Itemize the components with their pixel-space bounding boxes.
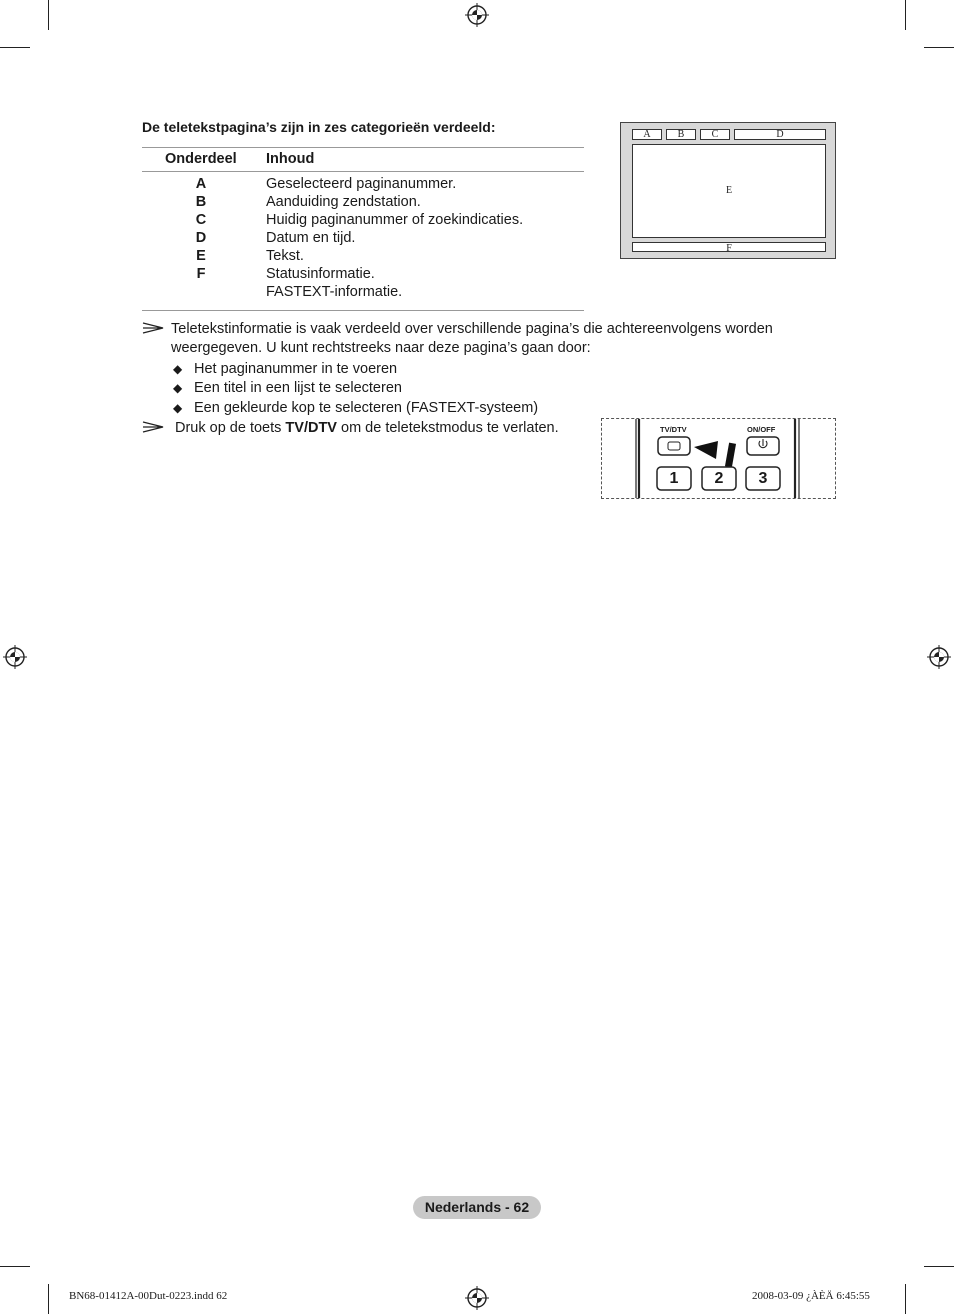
bullet-diamond-icon: ◆ xyxy=(173,381,183,395)
row-description: Statusinformatie. xyxy=(266,266,375,282)
note-text: weergegeven. U kunt rechtstreeks naar deze pagina’s gaan door: xyxy=(171,340,591,356)
table-header-rule xyxy=(142,171,584,172)
row-key: E xyxy=(196,248,206,264)
crop-mark xyxy=(48,1284,49,1314)
screen-field-a: A xyxy=(632,129,662,140)
registration-mark-icon xyxy=(465,1286,489,1310)
table-top-rule xyxy=(142,147,584,148)
screen-field-e: E xyxy=(632,144,826,238)
crop-mark xyxy=(0,47,30,48)
row-key: F xyxy=(196,266,206,282)
note-text-pre: Druk op de toets xyxy=(175,420,286,436)
note-text-post: om de teletekstmodus te verlaten. xyxy=(336,420,559,436)
registration-mark-icon xyxy=(465,3,489,27)
registration-mark-icon xyxy=(927,645,951,669)
key-3-label: 3 xyxy=(758,470,768,487)
key-2-label: 2 xyxy=(714,470,724,487)
row-description: Datum en tijd. xyxy=(266,230,356,246)
row-description: FASTEXT-informatie. xyxy=(266,284,403,300)
note-key-name: TV/DTV xyxy=(285,420,337,436)
bullet-item: Een titel in een lijst te selecteren xyxy=(194,380,402,396)
remote-control-illustration xyxy=(601,418,836,499)
table-header-content: Inhoud xyxy=(266,151,315,167)
key-1-label: 1 xyxy=(669,470,679,487)
print-slug-right: 2008-03-09 ¿ÀÈÄ 6:45:55 xyxy=(752,1290,870,1302)
tvdtv-button-label: TV/DTV xyxy=(660,425,687,434)
page-number-badge: Nederlands - 62 xyxy=(413,1196,541,1219)
bullet-diamond-icon: ◆ xyxy=(173,362,183,376)
section-heading: De teletekstpagina’s zijn in zes categorieën verdeeld: xyxy=(142,119,496,135)
note-text: Teletekstinformatie is vaak verdeeld over verschillende pagina’s die achtereenvolgens worden xyxy=(171,321,773,337)
bullet-item: Een gekleurde kop te selecteren (FASTEXT-systeem) xyxy=(194,400,539,416)
registration-mark-icon xyxy=(3,645,27,669)
crop-mark xyxy=(905,1284,906,1314)
row-description: Aanduiding zendstation. xyxy=(266,194,421,210)
onoff-button-label: ON/OFF xyxy=(747,425,776,434)
screen-field-f: F xyxy=(632,242,826,252)
bullet-item: Het paginanummer in te voeren xyxy=(194,361,398,377)
note-arrow-icon xyxy=(142,321,164,335)
row-description: Geselecteerd paginanummer. xyxy=(266,176,457,192)
teletext-screen-diagram xyxy=(620,122,836,259)
print-slug-left: BN68-01412A-00Dut-0223.indd 62 xyxy=(69,1290,228,1302)
row-description: Huidig paginanummer of zoekindicaties. xyxy=(266,212,524,228)
row-description: Tekst. xyxy=(266,248,304,264)
screen-field-b: B xyxy=(666,129,696,140)
crop-mark xyxy=(924,47,954,48)
note-arrow-icon xyxy=(142,420,164,434)
row-key: A xyxy=(195,176,207,192)
crop-mark xyxy=(924,1266,954,1267)
table-header-part: Onderdeel xyxy=(165,151,237,167)
crop-mark xyxy=(48,0,49,30)
row-key: B xyxy=(195,194,207,210)
bullet-diamond-icon: ◆ xyxy=(173,401,183,415)
row-key: D xyxy=(195,230,207,246)
screen-field-d: D xyxy=(734,129,826,140)
crop-mark xyxy=(905,0,906,30)
screen-field-c: C xyxy=(700,129,730,140)
row-key: C xyxy=(195,212,207,228)
crop-mark xyxy=(0,1266,30,1267)
table-bottom-rule xyxy=(142,310,584,311)
